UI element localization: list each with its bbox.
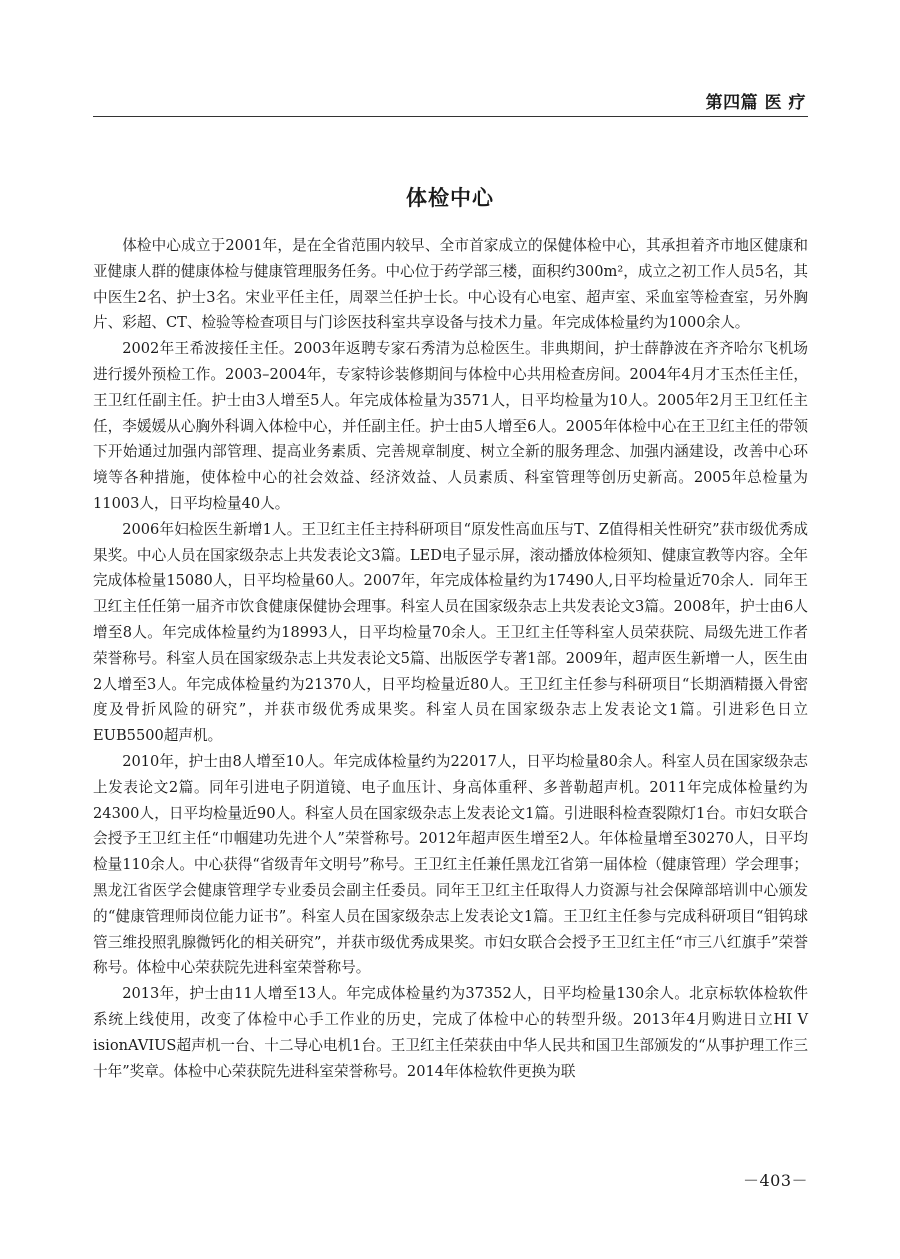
paragraph: 2010年，护士由8人增至10人。年完成体检量约为22017人，日平均检量80余人。科室人员在国家级杂志上发表论文2篇。同年引进电子阴道镜、电子血压计、身高体重秤、多普勒超声机。2011年完成体检量约为24300人，日平均检量近90人。科室人员在国家级杂志上发表论文1篇。引进眼科检查裂隙灯1台。市妇女联合会授予王卫红主任“巾帼建功先进个人”荣誉称号。2012年超声医生增至2人。年体检量增至30270人，日平均检量110余人。中心获得“省级青年文明号”称号。王卫红主任兼任黑龙江省第一届体检（健康管理）学会理事；黑龙江省医学会健康管理学专业委员会副主任委员。同年王卫红主任取得人力资源与社会保障部培训中心颁发的“健康管理师岗位能力证书”。科室人员在国家级杂志上发表论文1篇。王卫红主任参与完成科研项目“钼钨球管三维投照乳腺微钙化的相关研究”，并获市级优秀成果奖。市妇女联合会授予王卫红主任“市三八红旗手”荣誉称号。体检中心荣获院先进科室荣誉称号。: [93, 752, 808, 977]
body-text: [93, 233, 808, 1084]
paragraph: 体检中心成立于2001年，是在全省范围内较早、全市首家成立的保健体检中心，其承担着齐市地区健康和亚健康人群的健康体检与健康管理服务任务。中心位于药学部三楼，面积约300m²，成立之初工作人员5名，其中医生2名、护士3名。宋业平任主任，周翠兰任护士长。中心设有心电室、超声室、采血室等检查室，另外胸片、彩超、CT、检验等检查项目与门诊医技科室共享设备与技术力量。年完成体检量约为1000余人。: [93, 237, 808, 332]
paragraph: 2006年妇检医生新增1人。王卫红主任主持科研项目“原发性高血压与T、Z值得相关性研究”获市级优秀成果奖。中心人员在国家级杂志上共发表论文3篇。LED电子显示屏，滚动播放体检须知、健康宣教等内容。全年完成体检量15080人，日平均检量60人。2007年，年完成体检量约为17490人,日平均检量近70余人．同年王卫红主任任第一届齐市饮食健康保健协会理事。科室人员在国家级杂志上共发表论文3篇。2008年，护士由6人增至8人。年完成体检量约为18993人，日平均检量70余人。王卫红主任等科室人员荣获院、局级先进工作者荣誉称号。科室人员在国家级杂志上共发表论文5篇、出版医学专著1部。2009年，超声医生新增一人，医生由2人增至3人。年完成体检量约为21370人，日平均检量近80人。王卫红主任参与科研项目“长期酒精摄入骨密度及骨折风险的研究”，并获市级优秀成果奖。科室人员在国家级杂志上发表论文1篇。引进彩色日立EUB5500超声机。: [93, 520, 808, 745]
paragraph: 2013年，护士由11人增至13人。年完成体检量约为37352人，日平均检量130余人。北京标软体检软件系统上线使用，改变了体检中心手工作业的历史，完成了体检中心的转型升级。2013年4月购进日立HI V isionAVIUS超声机一台、十二导心电机1台。王卫红主任荣获由中华人民共和国卫生部颁发的“从事护理工作三十年”奖章。体检中心荣获院先进科室荣誉称号。2014年体检软件更换为联: [93, 985, 808, 1080]
page-title: 体检中心: [406, 186, 494, 210]
section-title: 第四篇 医 疗: [705, 93, 806, 113]
paragraph: 2002年王希波接任主任。2003年返聘专家石秀清为总检医生。非典期间，护士薛静波在齐齐哈尔飞机场进行援外预检工作。2003–2004年，专家特诊装修期间与体检中心共用检查房间。2004年4月才玉杰任主任，王卫红任副主任。护士由3人增至5人。年完成体检量为3571人，日平均检量为10人。2005年2月王卫红任主任，李媛媛从心胸外科调入体检中心，并任副主任。护士由5人增至6人。2005年体检中心在王卫红主任的带领下开始通过加强内部管理、提高业务素质、完善规章制度、树立全新的服务理念、加强内涵建设，改善中心环境等各种措施，使体检中心的社会效益、经济效益、人员素质、科室管理等创历史新高。2005年总检量为11003人，日平均检量40人。: [93, 340, 808, 512]
page-number: －403－: [742, 1171, 808, 1190]
running-header: [93, 82, 808, 117]
